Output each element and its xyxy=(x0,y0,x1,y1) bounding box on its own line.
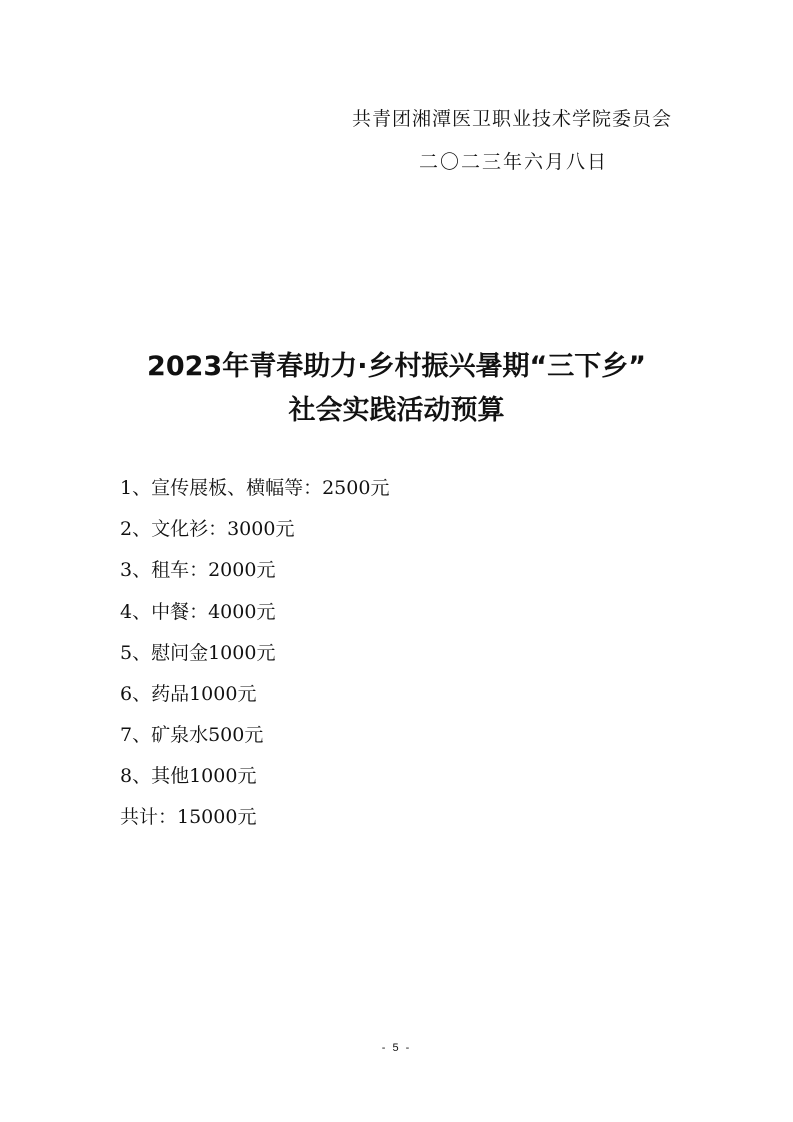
document-title xyxy=(0,345,793,433)
budget-total: 共计：15000元 xyxy=(120,806,257,828)
budget-item: 2、文化衫：3000元 xyxy=(120,518,295,541)
budget-item: 4、中餐：4000元 xyxy=(120,600,276,623)
budget-item: 8、其他1000元 xyxy=(120,765,257,788)
budget-item: 6、药品1000元 xyxy=(120,682,257,705)
budget-item: 1、宣传展板、横幅等：2500元 xyxy=(120,477,390,499)
budget-item: 3、租车：2000元 xyxy=(120,559,276,582)
budget-item: 7、矿泉水500元 xyxy=(120,724,264,747)
title-line-2: 社会实践活动预算 xyxy=(288,395,505,426)
budget-item: 5、慰问金1000元 xyxy=(120,641,276,664)
issuing-organization: 共青团湘潭医卫职业技术学院委员会 xyxy=(351,108,672,130)
issue-date: 二〇二三年六月八日 xyxy=(418,151,608,173)
budget-list xyxy=(120,474,389,804)
title-line-1: 2023年青春助力·乡村振兴暑期“三下乡” xyxy=(147,351,646,382)
page-number: - 5 - xyxy=(381,1042,412,1054)
